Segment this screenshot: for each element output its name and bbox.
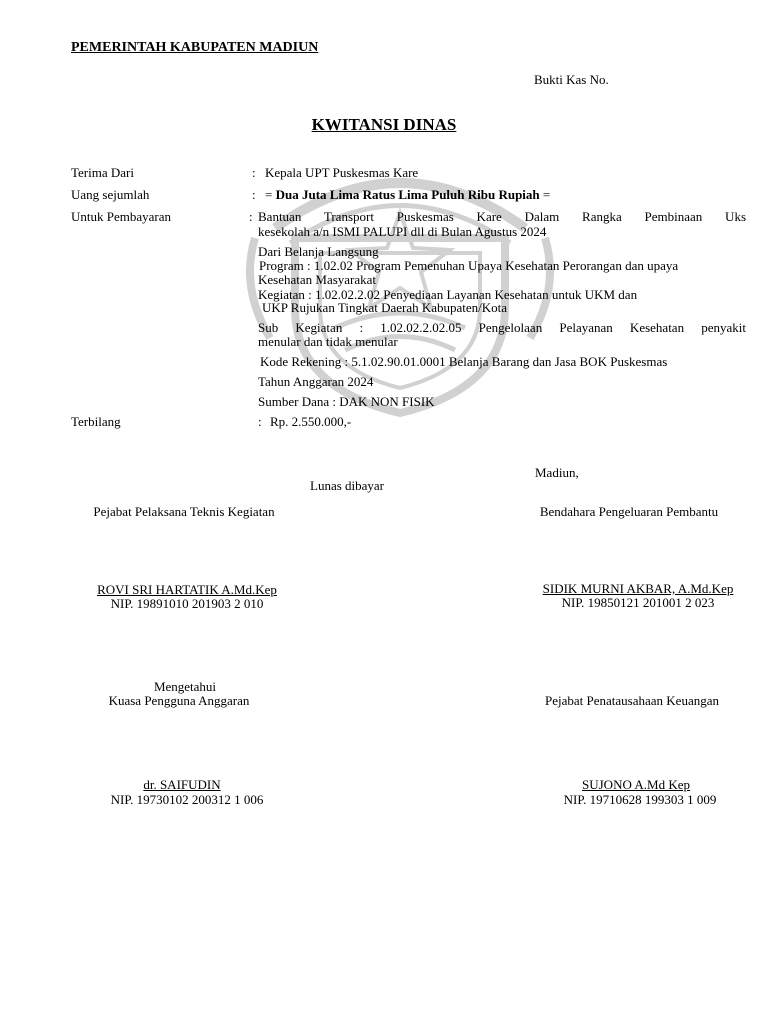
field-separator: : [258, 414, 262, 429]
field-separator: : [252, 187, 256, 202]
payment-purpose-line-2: kesekolah a/n ISMI PALUPI dll di Bulan Agustus 2024 [258, 224, 547, 239]
signature-nip-bendahara: NIP. 19850121 201001 2 023 [561, 595, 715, 610]
field-label-uang-sejumlah: Uang sejumlah [71, 187, 150, 202]
signature-role-pptk: Pejabat Pelaksana Teknis Kegiatan [93, 504, 275, 519]
program-line-1: Program : 1.02.02 Program Pemenuhan Upaya Kesehatan Perorangan dan upaya [259, 258, 679, 273]
field-label-terbilang: Terbilang [71, 414, 121, 429]
kegiatan-line-1: Kegiatan : 1.02.02.2.02 Penyediaan Layanan Kesehatan untuk UKM dan [258, 287, 638, 302]
program-line-2: Kesehatan Masyarakat [258, 272, 377, 287]
signature-role-ppk: Pejabat Penatausahaan Keuangan [545, 693, 719, 708]
signature-name-bendahara: SIDIK MURNI AKBAR, A.Md.Kep [542, 581, 734, 596]
signature-pre-role-kpa: Mengetahui [153, 679, 217, 694]
government-heading: PEMERINTAH KABUPATEN MADIUN [71, 40, 319, 55]
document-title: KWITANSI DINAS [311, 115, 457, 134]
signature-name-kpa: dr. SAIFUDIN [143, 777, 221, 792]
place-label: Madiun, [535, 465, 579, 480]
field-value-uang-sejumlah [265, 187, 550, 203]
paid-status: Lunas dibayar [310, 478, 385, 493]
field-value-terbilang: Rp. 2.550.000,- [270, 414, 352, 429]
kode-rekening: Kode Rekening : 5.1.02.90.01.0001 Belanja Barang dan Jasa BOK Puskesmas [260, 354, 668, 369]
sub-kegiatan-line-1: Sub Kegiatan : 1.02.02.2.02.05 Pengelolaan Pelayanan Kesehatan penyakit [258, 320, 746, 335]
signature-nip-ppk: NIP. 19710628 199303 1 009 [563, 792, 717, 807]
field-separator: : [252, 165, 256, 180]
amount-suffix: = [539, 187, 551, 202]
amount-in-words: Dua Juta Lima Ratus Lima Puluh Ribu Rupiah [275, 187, 540, 202]
budget-type: Dari Belanja Langsung [258, 244, 379, 259]
signature-role-bendahara: Bendahara Pengeluaran Pembantu [539, 504, 719, 519]
field-label-untuk-pembayaran: Untuk Pembayaran [71, 209, 172, 224]
signature-nip-kpa: NIP. 19730102 200312 1 006 [110, 792, 264, 807]
payment-purpose-line-1: Bantuan Transport Puskesmas Kare Dalam Rangka Pembinaan Uks [258, 209, 746, 224]
receipt-number-label: Bukti Kas No. [534, 72, 609, 87]
signature-name-pptk: ROVI SRI HARTATIK A.Md.Kep [97, 582, 277, 597]
field-label-terima-dari: Terima Dari [71, 165, 134, 180]
sub-kegiatan-line-2: menular dan tidak menular [258, 334, 398, 349]
signature-name-ppk: SUJONO A.Md Kep [582, 777, 690, 792]
amount-prefix: = [265, 187, 276, 202]
field-value-terima-dari: Kepala UPT Puskesmas Kare [265, 165, 419, 180]
signature-nip-pptk: NIP. 19891010 201903 2 010 [110, 596, 264, 611]
kegiatan-line-2: UKP Rujukan Tingkat Daerah Kabupaten/Kota [262, 300, 508, 315]
signature-role-kpa: Kuasa Pengguna Anggaran [108, 693, 250, 708]
field-separator: : [249, 209, 253, 224]
sumber-dana: Sumber Dana : DAK NON FISIK [258, 394, 435, 409]
tahun-anggaran: Tahun Anggaran 2024 [258, 374, 374, 389]
